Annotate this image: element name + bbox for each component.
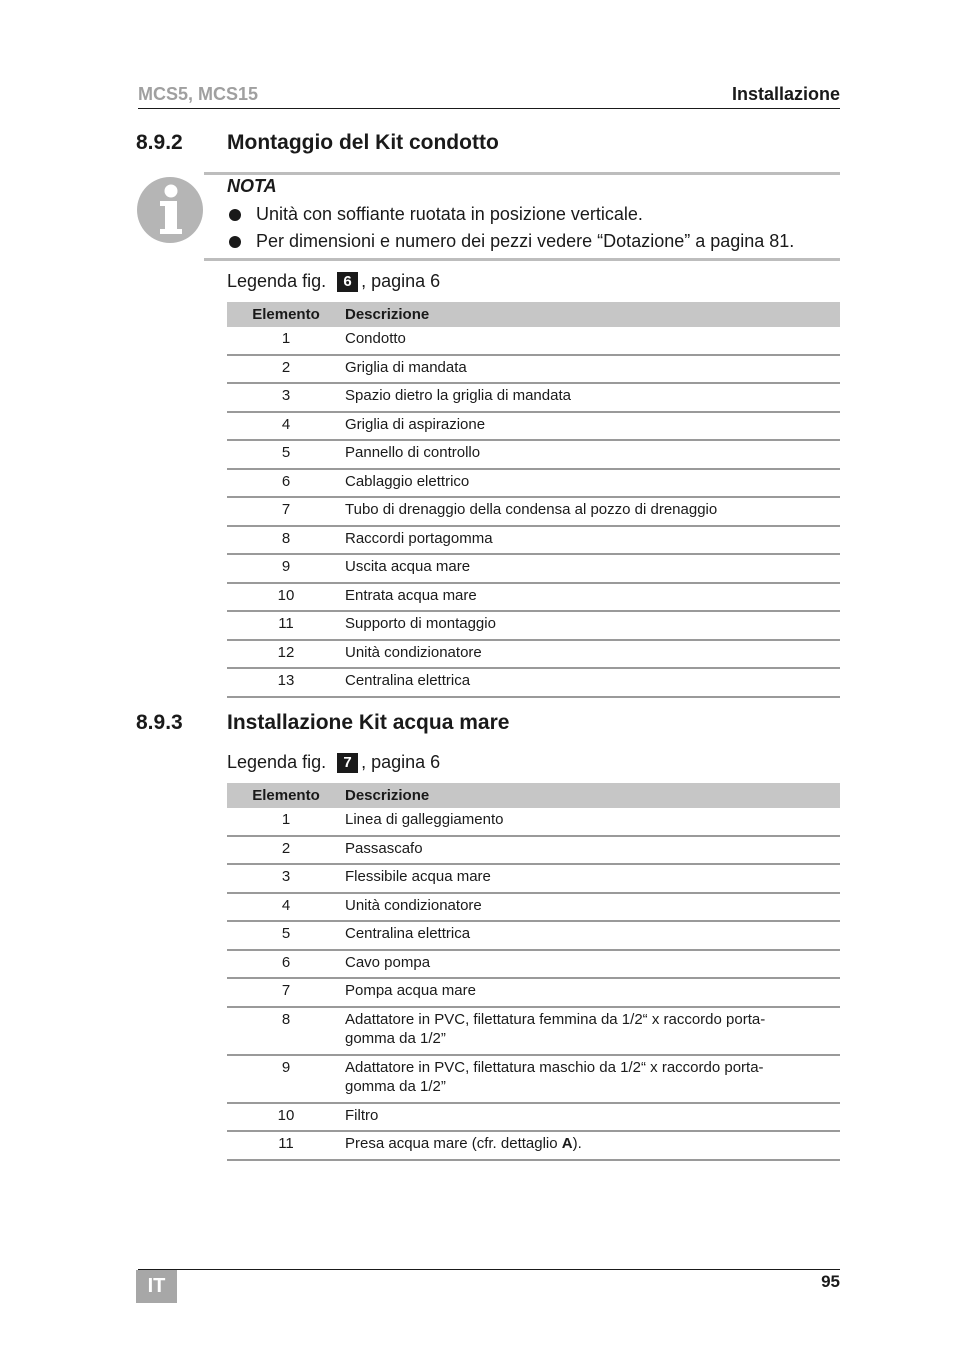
element-description: Centralina elettrica (345, 921, 840, 950)
table-row (227, 1007, 840, 1055)
table-row (227, 808, 840, 836)
page-number: 95 (821, 1272, 840, 1291)
legend-suffix: , pagina 6 (361, 752, 441, 772)
element-number: 7 (227, 497, 345, 526)
table-header-row (227, 302, 840, 327)
legend-table-seawater-kit (227, 783, 840, 1161)
element-number: 6 (227, 469, 345, 498)
element-description: Cablaggio elettrico (345, 469, 840, 498)
table-row (227, 583, 840, 612)
element-description: Uscita acqua mare (345, 554, 840, 583)
header-product: MCS5, MCS15 (138, 84, 259, 104)
element-number: 7 (227, 978, 345, 1007)
info-icon (136, 176, 204, 244)
element-number: 10 (227, 1103, 345, 1132)
description-text: Presa acqua mare (cfr. dettaglio (345, 1135, 562, 1152)
note-item-text: Unità con soffiante ruotata in posizione verticale. (256, 204, 643, 224)
element-number: 4 (227, 893, 345, 922)
table-row (227, 440, 840, 469)
element-description: Entrata acqua mare (345, 583, 840, 612)
element-description: Tubo di drenaggio della condensa al pozzo di drenaggio (345, 497, 840, 526)
section-number: 8.9.2 (136, 131, 183, 154)
note-item (227, 231, 794, 252)
description-text: ). (572, 1135, 582, 1152)
bullet-icon (229, 236, 241, 248)
table-row (227, 1131, 840, 1160)
element-number: 11 (227, 1131, 345, 1160)
element-number: 10 (227, 583, 345, 612)
element-description: Passascafo (345, 836, 840, 865)
table-row (227, 611, 840, 640)
element-description (345, 1131, 840, 1160)
header-rule (138, 108, 840, 109)
element-number: 5 (227, 440, 345, 469)
legend-line (227, 271, 440, 292)
table-row (227, 978, 840, 1007)
element-description: Filtro (345, 1103, 840, 1132)
element-number: 6 (227, 950, 345, 979)
element-description: Supporto di montaggio (345, 611, 840, 640)
element-description: Adattatore in PVC, filettatura femmina da 1/2“ x raccordo porta-gomma da 1/2” (345, 1007, 840, 1055)
element-number: 1 (227, 808, 345, 836)
element-number: 2 (227, 836, 345, 865)
element-description: Condotto (345, 327, 840, 355)
table-row (227, 640, 840, 669)
table-row (227, 893, 840, 922)
element-description: Flessibile acqua mare (345, 864, 840, 893)
element-description: Unità condizionatore (345, 640, 840, 669)
note-title: NOTA (227, 176, 277, 196)
element-number: 13 (227, 668, 345, 697)
element-number: 11 (227, 611, 345, 640)
column-header-description: Descrizione (345, 783, 840, 808)
element-description: Adattatore in PVC, filettatura maschio da 1/2“ x raccordo porta-gomma da 1/2” (345, 1055, 840, 1103)
table-row (227, 469, 840, 498)
section-title: Montaggio del Kit condotto (227, 131, 499, 154)
element-number: 8 (227, 526, 345, 555)
element-description: Griglia di aspirazione (345, 412, 840, 441)
element-number: 8 (227, 1007, 345, 1055)
note-item (227, 204, 643, 225)
language-badge: IT (136, 1270, 177, 1303)
table-row (227, 355, 840, 384)
table-row (227, 836, 840, 865)
element-number: 2 (227, 355, 345, 384)
table-row (227, 497, 840, 526)
table-row (227, 921, 840, 950)
element-description: Unità condizionatore (345, 893, 840, 922)
element-description: Linea di galleggiamento (345, 808, 840, 836)
table-row (227, 864, 840, 893)
bullet-icon (229, 209, 241, 221)
element-number: 9 (227, 1055, 345, 1103)
table-row (227, 412, 840, 441)
table-row (227, 383, 840, 412)
legend-line (227, 752, 440, 773)
figure-number-badge: 6 (337, 272, 358, 292)
header-chapter: Installazione (731, 84, 840, 104)
section-number: 8.9.3 (136, 711, 183, 734)
table-header-row (227, 783, 840, 808)
table-row (227, 554, 840, 583)
legend-suffix: , pagina 6 (361, 271, 441, 291)
legend-prefix: Legenda fig. (227, 752, 332, 772)
detail-letter: A (561, 1135, 573, 1152)
element-number: 1 (227, 327, 345, 355)
element-number: 3 (227, 383, 345, 412)
table-row (227, 1055, 840, 1103)
figure-number-badge: 7 (337, 753, 358, 773)
column-header-description: Descrizione (345, 302, 840, 327)
element-description: Pannello di controllo (345, 440, 840, 469)
footer-rule (138, 1269, 840, 1270)
note-top-rule (204, 172, 840, 175)
column-header-element: Elemento (227, 783, 345, 808)
column-header-element: Elemento (227, 302, 345, 327)
element-description: Cavo pompa (345, 950, 840, 979)
legend-prefix: Legenda fig. (227, 271, 332, 291)
element-number: 9 (227, 554, 345, 583)
table-row (227, 1103, 840, 1132)
note-bottom-rule (204, 258, 840, 261)
section-title: Installazione Kit acqua mare (227, 711, 510, 734)
note-item-text: Per dimensioni e numero dei pezzi vedere “Dotazione” a pagina 81. (256, 231, 795, 251)
legend-table-duct-kit (227, 302, 840, 698)
element-number: 12 (227, 640, 345, 669)
table-row (227, 526, 840, 555)
element-description: Raccordi portagomma (345, 526, 840, 555)
element-number: 3 (227, 864, 345, 893)
table-row (227, 327, 840, 355)
element-number: 5 (227, 921, 345, 950)
element-description: Spazio dietro la griglia di mandata (345, 383, 840, 412)
element-number: 4 (227, 412, 345, 441)
element-description: Griglia di mandata (345, 355, 840, 384)
element-description: Centralina elettrica (345, 668, 840, 697)
table-row (227, 950, 840, 979)
element-description: Pompa acqua mare (345, 978, 840, 1007)
table-row (227, 668, 840, 697)
